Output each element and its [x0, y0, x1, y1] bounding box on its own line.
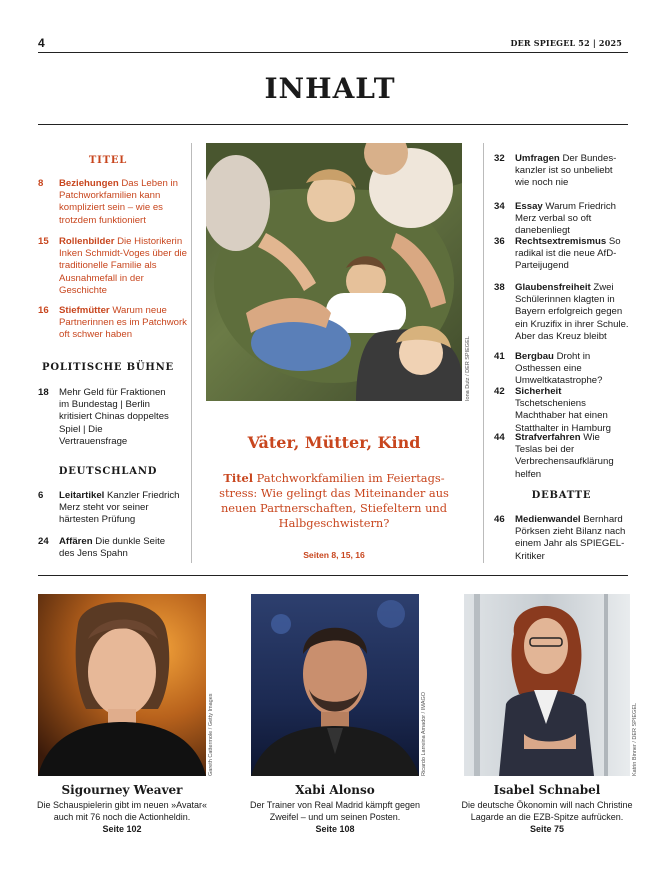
toc-text: Die Historikerin Inken Schmidt-Voges über die traditionelle Familie als Ausnahmefall in der Geschichte: [59, 236, 187, 296]
toc-item-rechtsextremismus[interactable]: [494, 236, 629, 273]
toc-page-number: 32: [494, 153, 505, 164]
toc-item-essay[interactable]: [494, 201, 629, 238]
toc-page-number: 44: [494, 432, 505, 443]
family-photo-illustration: [206, 143, 462, 401]
person-photo-schnabel[interactable]: [464, 594, 630, 776]
toc-item-leitartikel[interactable]: [38, 490, 188, 527]
toc-keyword: Beziehungen: [59, 178, 119, 189]
toc-item-politik[interactable]: [38, 387, 188, 448]
toc-text: Das Leben in Patchworkfamilien kann kompliziert sein – wie es trotzdem funktioniert: [59, 178, 178, 226]
toc-item-beziehungen[interactable]: [38, 178, 188, 227]
person-photo-alonso[interactable]: [251, 594, 419, 776]
toc-text: Tschetscheniens Machthaber hat einen Statthalter in Hamburg: [515, 398, 611, 434]
feature-lead-keyword: Titel: [223, 471, 254, 485]
column-divider-left: [191, 143, 192, 563]
toc-item-medienwandel[interactable]: [494, 514, 629, 563]
feature-photo[interactable]: [206, 143, 462, 401]
feature-teaser-text: Patchworkfamilien im Feiertagsstress: Wie gelingt das Miteinander aus neuen Partnerschaften, Stiefeltern und Halbgeschwistern?: [219, 471, 449, 530]
person-name[interactable]: Xabi Alonso: [295, 783, 375, 797]
toc-page-number: 42: [494, 386, 505, 397]
toc-page-number: 24: [38, 536, 49, 547]
toc-page-number: 46: [494, 514, 505, 525]
toc-item-rollenbilder[interactable]: [38, 236, 188, 297]
header-rule: [38, 52, 628, 53]
toc-keyword: Glaubensfreiheit: [515, 282, 591, 293]
masthead: DER SPIEGEL 52 | 2025: [510, 38, 622, 48]
person-name[interactable]: Isabel Schnabel: [493, 783, 601, 797]
toc-item-bergbau[interactable]: [494, 351, 629, 388]
section-heading-titel: TITEL: [88, 155, 128, 166]
person-description: Der Trainer von Real Madrid kämpft gegen Zweifel – und um seinen Posten.: [249, 800, 421, 822]
person-page[interactable]: Seite 75: [529, 824, 565, 834]
toc-text: Bernhard Pörksen zieht Bilanz nach einem Jahr als SPIEGEL-Kritiker: [515, 514, 626, 562]
section-heading-debatte: DEBATTE: [531, 490, 592, 501]
person-page[interactable]: Seite 108: [315, 824, 355, 834]
page-title: INHALT: [264, 72, 396, 105]
feature-headline[interactable]: Väter, Mütter, Kind: [247, 433, 421, 452]
photo-credit: Katrin Binner / DER SPIEGEL: [632, 702, 638, 776]
toc-page-number: 6: [38, 490, 44, 501]
toc-page-number: 16: [38, 305, 49, 316]
feature-pages[interactable]: Seiten 8, 15, 16: [303, 550, 365, 560]
person-name[interactable]: Sigourney Weaver: [61, 783, 183, 797]
portrait-illustration: [251, 594, 419, 776]
toc-page-number: 41: [494, 351, 505, 362]
toc-text: Der Bundeskanzler ist so unbeliebt wie noch nie: [515, 153, 617, 189]
toc-keyword: Umfragen: [515, 153, 560, 164]
toc-text: Warum neue Partnerinnen es im Patchwork oft schwer haben: [59, 305, 187, 341]
toc-keyword: Affären: [59, 536, 93, 547]
toc-page-number: 38: [494, 282, 505, 293]
toc-keyword: Leitartikel: [59, 490, 105, 501]
toc-keyword: Rollenbilder: [59, 236, 115, 247]
toc-page-number: 18: [38, 387, 49, 398]
toc-page-number: 36: [494, 236, 505, 247]
title-rule: [38, 124, 628, 125]
toc-text: Kanzler Friedrich Merz steht vor seiner härtesten Prüfung: [59, 490, 180, 526]
toc-page-number: 15: [38, 236, 49, 247]
feature-teaser: [212, 471, 456, 531]
page-number: 4: [38, 36, 45, 50]
section-rule: [38, 575, 628, 576]
toc-text: So radikal ist die neue AfD-Parteijugend: [515, 236, 621, 272]
person-photo-weaver[interactable]: [38, 594, 206, 776]
person-description: Die deutsche Ökonomin will nach Christine Lagarde an die EZB-Spitze aufrücken.: [461, 800, 633, 822]
toc-text: Die dunkle Seite des Jens Spahn: [59, 536, 166, 560]
toc-page-number: 34: [494, 201, 505, 212]
toc-text: Zwei Schülerinnen klagten in Bayern erfolgreich gegen ein Kruzifix in ihrer Schule. Aber das Kreuz bleibt: [515, 282, 629, 342]
portrait-illustration: [464, 594, 630, 776]
toc-text: Droht in Osthessen eine Umweltkatastrophe?: [515, 351, 603, 387]
toc-text: Mehr Geld für Fraktionen im Bundestag | Berlin kritisiert Chinas doppeltes Spiel | Die Vertrauensfrage: [59, 387, 169, 447]
person-page[interactable]: Seite 102: [102, 824, 142, 834]
toc-keyword: Essay: [515, 201, 543, 212]
toc-keyword: Medienwandel: [515, 514, 581, 525]
toc-page-number: 8: [38, 178, 44, 189]
photo-credit: Iona Dutz / DER SPIEGEL: [465, 336, 471, 401]
section-heading-politik: POLITISCHE BÜHNE: [42, 362, 174, 373]
toc-text: Warum Friedrich Merz verbal so oft danebenliegt: [515, 201, 616, 237]
photo-credit: Ricardo Larreina Amador / IMAGO: [421, 691, 427, 776]
toc-item-sicherheit[interactable]: [494, 386, 629, 435]
toc-keyword: Stiefmütter: [59, 305, 110, 316]
toc-keyword: Rechtsextremismus: [515, 236, 607, 247]
toc-text: Wie Teslas bei der Verbrechensaufklärung helfen: [515, 432, 614, 480]
toc-item-stiefmuetter[interactable]: [38, 305, 188, 342]
section-heading-deutschland: DEUTSCHLAND: [58, 466, 158, 477]
toc-item-umfragen[interactable]: [494, 153, 629, 190]
toc-keyword: Bergbau: [515, 351, 554, 362]
toc-item-strafverfahren[interactable]: [494, 432, 629, 481]
toc-item-glaubensfreiheit[interactable]: [494, 282, 629, 343]
toc-item-affaeren[interactable]: [38, 536, 188, 560]
column-divider-right: [483, 143, 484, 563]
photo-credit: Gareth Cattermole / Getty Images: [208, 693, 214, 776]
toc-keyword: Strafverfahren: [515, 432, 581, 443]
toc-keyword: Sicherheit: [515, 386, 562, 397]
person-description: Die Schauspielerin gibt im neuen »Avatar« auch mit 76 noch die Actionheldin.: [37, 800, 207, 822]
portrait-illustration: [38, 594, 206, 776]
